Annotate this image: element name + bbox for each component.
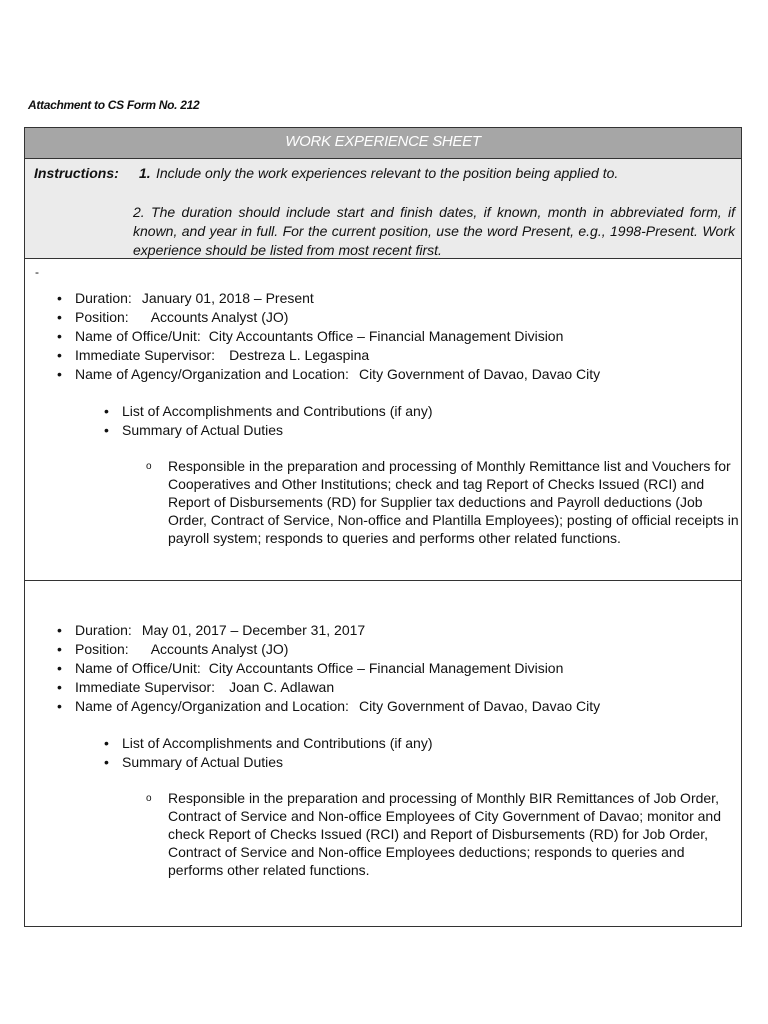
entry-details-list: [75, 289, 600, 384]
list-item-supervisor: [75, 346, 600, 365]
list-item-duration: [75, 621, 600, 640]
summary-item: • Summary of Actual Duties: [122, 753, 432, 772]
instruction-1-text: Include only the work experiences relevant to the position being applied to.: [156, 165, 619, 181]
list-item-agency: [75, 365, 600, 384]
agency-value: City Government of Davao, Davao City: [358, 366, 601, 382]
position-value: Accounts Analyst (JO): [150, 641, 289, 657]
list-item-agency: [75, 697, 600, 716]
office-label: Name of Office/Unit:: [75, 660, 201, 676]
supervisor-value: Joan C. Adlawan: [229, 679, 335, 695]
duty-description: Responsible in the preparation and processing of Monthly BIR Remittances of Job Order, Contract of Service and Non-office Employees of City Government of Davao; monitor and check Report of Checks Issued (RCI) and Report of Disbursements (RD) for Job Order, Contract of Service and Non-office Employees deductions; responds to queries and performs other related functions.: [168, 790, 722, 878]
position-label: Position:: [75, 641, 129, 657]
attachment-label: Attachment to CS Form No. 212: [28, 98, 200, 112]
list-item-position: [75, 308, 600, 327]
agency-label: Name of Agency/Organization and Location:: [75, 366, 349, 382]
summary-item: • Summary of Actual Duties: [122, 421, 432, 440]
supervisor-label: Immediate Supervisor:: [75, 679, 216, 695]
supervisor-value: Destreza L. Legaspina: [229, 347, 370, 363]
instructions-label: Instructions:: [34, 165, 119, 181]
duration-value: May 01, 2017 – December 31, 2017: [141, 622, 366, 638]
list-item-duration: [75, 289, 600, 308]
work-experience-sheet: [24, 127, 742, 927]
duration-label: Duration:: [75, 290, 132, 306]
experience-entry: [25, 581, 741, 927]
list-item-office: [75, 327, 600, 346]
office-value: City Accountants Office – Financial Management Division: [208, 660, 564, 676]
list-item-position: [75, 640, 600, 659]
duty-bullet: o: [146, 793, 152, 804]
accomplishments-item: • List of Accomplishments and Contributions (if any): [122, 402, 432, 421]
list-item-office: [75, 659, 600, 678]
position-label: Position:: [75, 309, 129, 325]
agency-label: Name of Agency/Organization and Location:: [75, 698, 349, 714]
office-label: Name of Office/Unit:: [75, 328, 201, 344]
list-item-supervisor: [75, 678, 600, 697]
instruction-2: [133, 203, 735, 260]
accomplishments-item: • List of Accomplishments and Contributions (if any): [122, 734, 432, 753]
instruction-2-text: The duration should include start and finish dates, if known, month in abbreviated form, if known, and year in full. For the current position, use the word Present, e.g., 1998-Present. Work experience should be listed from most recent first.: [133, 204, 735, 258]
entry-dash: -: [35, 265, 39, 279]
instructions-section: [25, 159, 741, 259]
position-value: Accounts Analyst (JO): [150, 309, 289, 325]
instruction-2-number: 2.: [133, 204, 145, 220]
office-value: City Accountants Office – Financial Management Division: [208, 328, 564, 344]
experience-entry: [25, 259, 741, 581]
supervisor-label: Immediate Supervisor:: [75, 347, 216, 363]
agency-value: City Government of Davao, Davao City: [358, 698, 601, 714]
instruction-1-number: 1.: [139, 165, 151, 181]
duration-label: Duration:: [75, 622, 132, 638]
duty-bullet: o: [146, 461, 152, 472]
entry-summary-list: [122, 402, 432, 440]
duty-description: Responsible in the preparation and processing of Monthly Remittance list and Vouchers for Cooperatives and Other Institutions; check and tag Report of Checks Issued (RCI) and Report of Disbursements (RD) for Supplier tax deductions and Payroll deductions (Job Order, Contract of Service, Non-office and Plantilla Employees); posting of official receipts in payroll system; responds to queries and performs other related functions.: [168, 458, 739, 546]
entry-details-list: [75, 621, 600, 716]
entry-summary-list: [122, 734, 432, 772]
duration-value: January 01, 2018 – Present: [141, 290, 314, 306]
sheet-title: WORK EXPERIENCE SHEET: [25, 128, 741, 159]
